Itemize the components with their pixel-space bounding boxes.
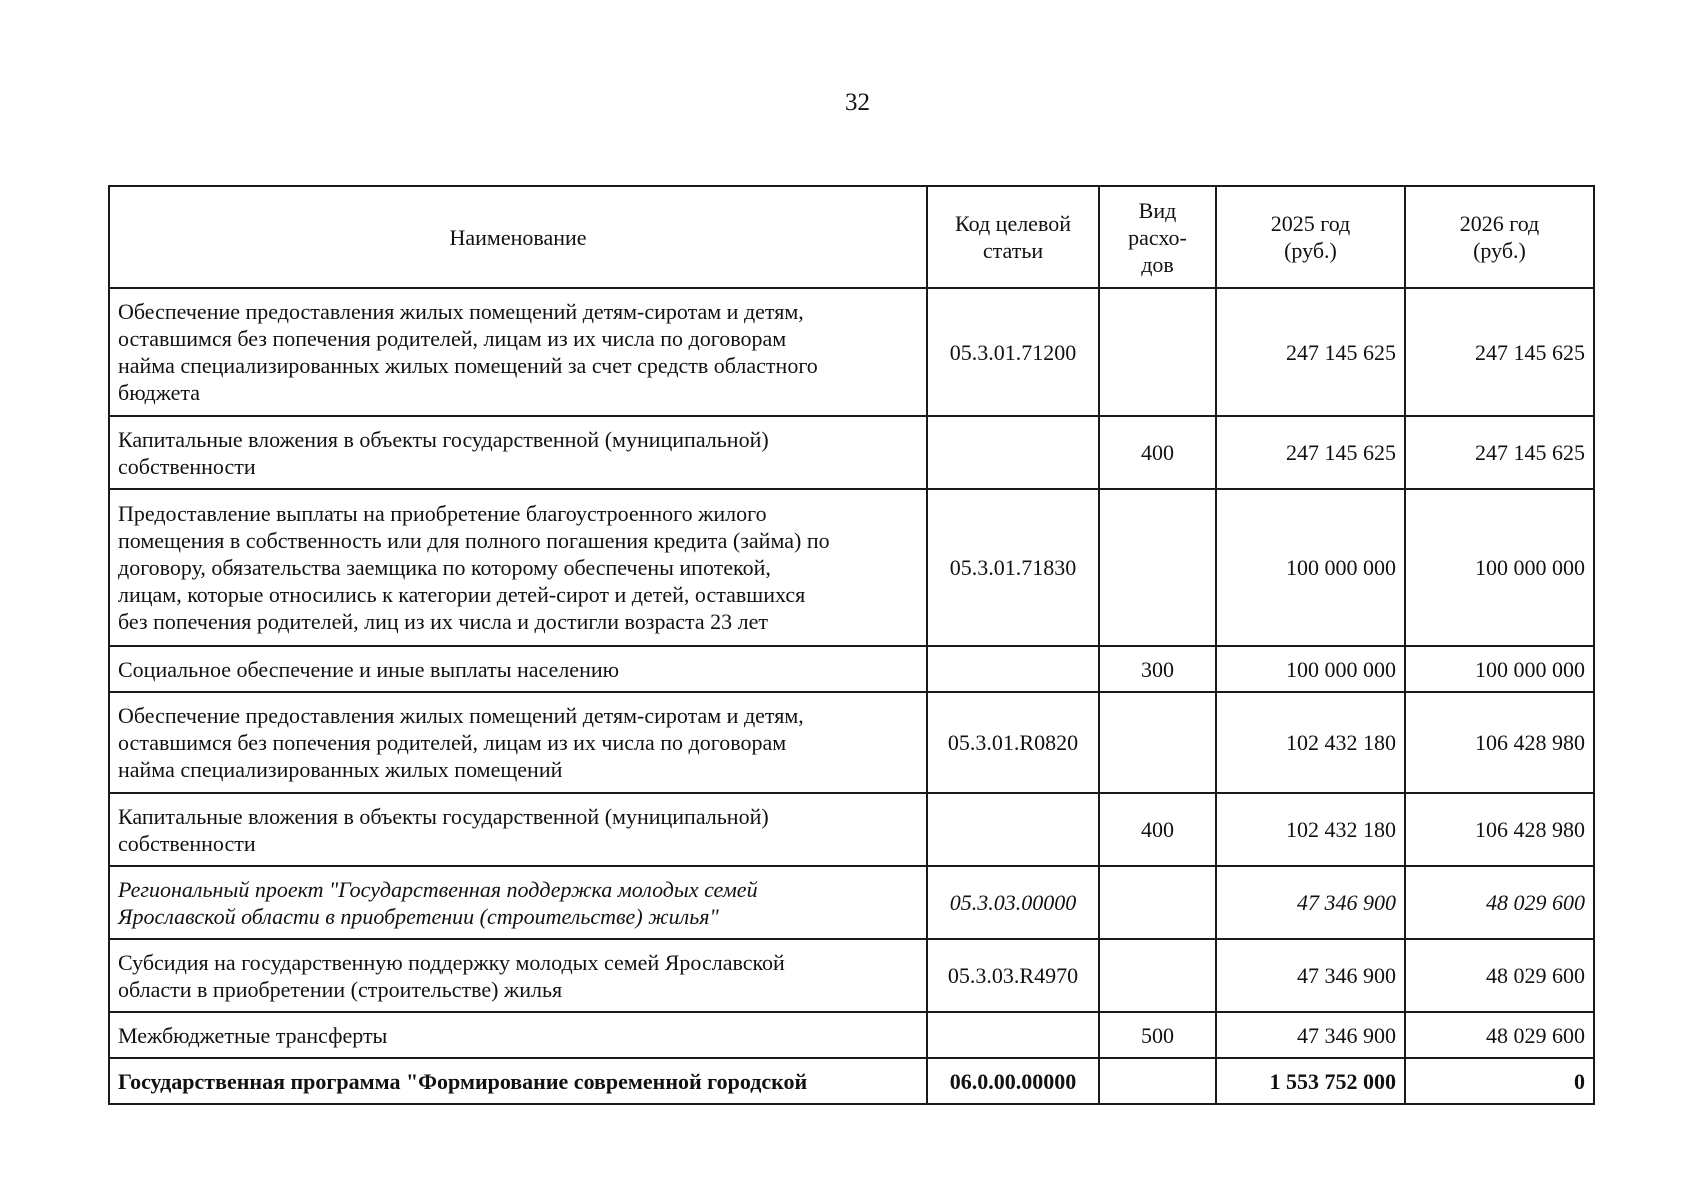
row-name: Капитальные вложения в объекты государственной (муниципальной) собственности: [109, 416, 927, 489]
row-code: 05.3.01.71200: [927, 288, 1099, 416]
row-code: 05.3.03.R4970: [927, 939, 1099, 1012]
header-2025: 2025 год (руб.): [1216, 186, 1405, 288]
row-2025: 102 432 180: [1216, 692, 1405, 793]
row-name: Обеспечение предоставления жилых помещений детям-сиротам и детям, оставшимся без попечения родителей, лицам из их числа по договорам найма специализированных жилых помещений за счет средств областного бюджета: [109, 288, 927, 416]
row-2025: 100 000 000: [1216, 489, 1405, 646]
row-code: [927, 793, 1099, 866]
row-code: 05.3.03.00000: [927, 866, 1099, 939]
row-kind: [1099, 692, 1216, 793]
table-row: [109, 416, 1594, 489]
table-row: [109, 1058, 1594, 1104]
header-name: Наименование: [109, 186, 927, 288]
row-name: Предоставление выплаты на приобретение благоустроенного жилого помещения в собственность или для полного погашения кредита (займа) по договору, обязательства заемщика по которому обеспечены ипотекой, лицам, которые относились к категории детей-сирот и детей, оставшихся без попечения родителей, лиц из их числа и достигли возраста 23 лет: [109, 489, 927, 646]
row-kind: 400: [1099, 416, 1216, 489]
table-row: [109, 939, 1594, 1012]
header-2026: 2026 год (руб.): [1405, 186, 1594, 288]
row-2026: 247 145 625: [1405, 416, 1594, 489]
row-name: Социальное обеспечение и иные выплаты населению: [109, 646, 927, 692]
row-2026: 0: [1405, 1058, 1594, 1104]
table-row: [109, 793, 1594, 866]
row-kind: 300: [1099, 646, 1216, 692]
row-code: [927, 646, 1099, 692]
budget-table: [108, 185, 1595, 1105]
row-code: 05.3.01.71830: [927, 489, 1099, 646]
row-kind: [1099, 1058, 1216, 1104]
row-code: [927, 416, 1099, 489]
row-2025: 1 553 752 000: [1216, 1058, 1405, 1104]
row-name: Региональный проект "Государственная поддержка молодых семей Ярославской области в приобретении (строительстве) жилья": [109, 866, 927, 939]
row-name: Субсидия на государственную поддержку молодых семей Ярославской области в приобретении (строительстве) жилья: [109, 939, 927, 1012]
row-code: 05.3.01.R0820: [927, 692, 1099, 793]
row-2026: 48 029 600: [1405, 866, 1594, 939]
header-kind: Вид расхо- дов: [1099, 186, 1216, 288]
row-name: Обеспечение предоставления жилых помещений детям-сиротам и детям, оставшимся без попечения родителей, лицам из их числа по договорам найма специализированных жилых помещений: [109, 692, 927, 793]
row-kind: [1099, 939, 1216, 1012]
row-code: 06.0.00.00000: [927, 1058, 1099, 1104]
table-row: [109, 866, 1594, 939]
row-2025: 247 145 625: [1216, 416, 1405, 489]
row-code: [927, 1012, 1099, 1058]
row-kind: [1099, 489, 1216, 646]
row-2026: 48 029 600: [1405, 1012, 1594, 1058]
table-header-row: [109, 186, 1594, 288]
row-name: Межбюджетные трансферты: [109, 1012, 927, 1058]
row-2026: 247 145 625: [1405, 288, 1594, 416]
row-2025: 47 346 900: [1216, 866, 1405, 939]
row-2026: 48 029 600: [1405, 939, 1594, 1012]
row-kind: [1099, 288, 1216, 416]
row-2026: 106 428 980: [1405, 793, 1594, 866]
row-2026: 106 428 980: [1405, 692, 1594, 793]
table-row: [109, 646, 1594, 692]
row-kind: 400: [1099, 793, 1216, 866]
row-2025: 47 346 900: [1216, 939, 1405, 1012]
row-kind: [1099, 866, 1216, 939]
row-2026: 100 000 000: [1405, 646, 1594, 692]
row-2025: 100 000 000: [1216, 646, 1405, 692]
row-2026: 100 000 000: [1405, 489, 1594, 646]
table-row: [109, 692, 1594, 793]
table-row: [109, 288, 1594, 416]
row-2025: 247 145 625: [1216, 288, 1405, 416]
row-kind: 500: [1099, 1012, 1216, 1058]
page-number: 32: [845, 89, 870, 116]
row-name: Капитальные вложения в объекты государственной (муниципальной) собственности: [109, 793, 927, 866]
table-row: [109, 489, 1594, 646]
table-row: [109, 1012, 1594, 1058]
row-2025: 102 432 180: [1216, 793, 1405, 866]
row-name: Государственная программа "Формирование современной городской: [109, 1058, 927, 1104]
header-code: Код целевой статьи: [927, 186, 1099, 288]
row-2025: 47 346 900: [1216, 1012, 1405, 1058]
